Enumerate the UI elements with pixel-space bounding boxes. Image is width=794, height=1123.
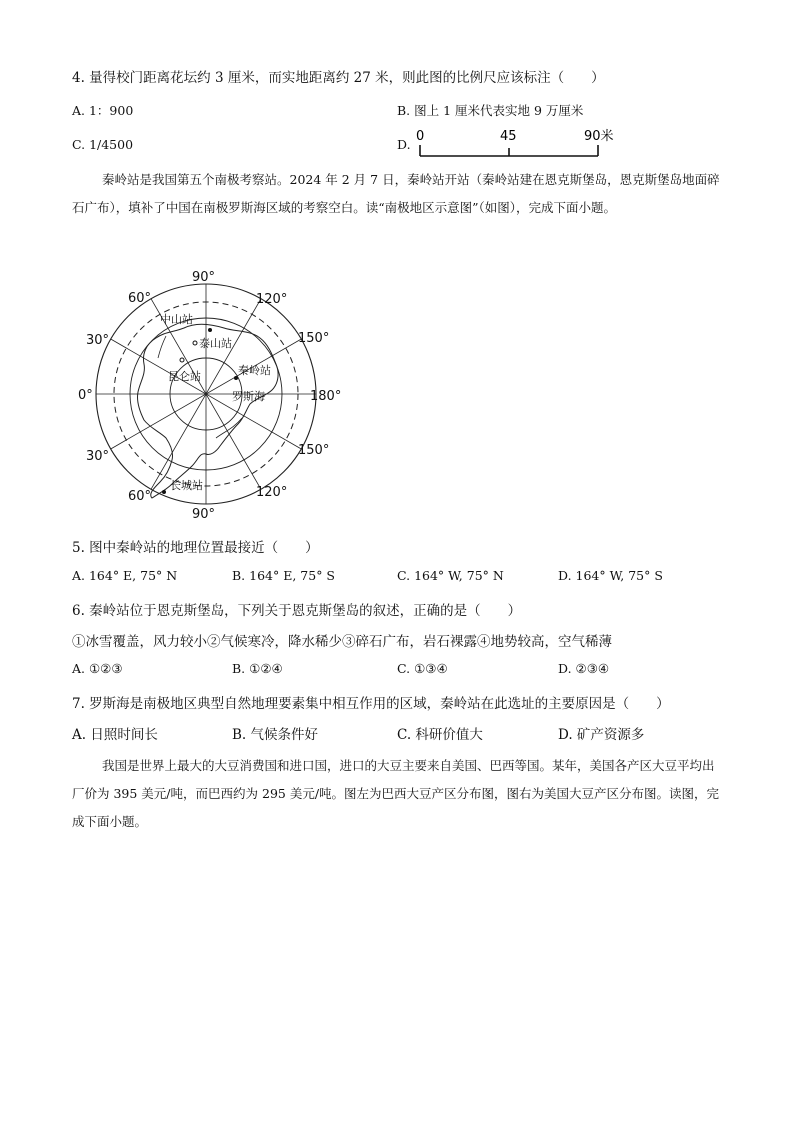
q4-scale-bar (412, 124, 622, 158)
q4-option-d[interactable]: D. (397, 137, 411, 152)
passage-qinling: 秦岭站是我国第五个南极考察站。2024 年 2 月 7 日，秦岭站开站（秦岭站建在恩克斯堡岛，恩克斯堡岛地面碎石广布），填补了中国在南极罗斯海区域的考察空白。读“南极地区示意图”（如图），完成下面小题。 (72, 172, 720, 215)
q6-statements: ①冰雪覆盖，风力较小②气候寒冷，降水稀少③碎石广布，岩石裸露④地势较高，空气稀薄 (72, 634, 612, 650)
label-changcheng: 长城站 (170, 479, 203, 492)
q6-option-d[interactable]: D. ②③④ (558, 661, 610, 676)
deg-90-top: 90° (192, 270, 216, 285)
scale-tick-90: 90米 (584, 129, 614, 144)
deg-60-top: 60° (128, 291, 152, 306)
deg-150-bottom: 150° (298, 443, 330, 458)
label-ross-sea: 罗斯海 (232, 390, 265, 403)
antarctic-map (72, 268, 372, 524)
taishan-station-marker (193, 341, 197, 345)
q4-option-a[interactable]: A. 1：900 (72, 103, 134, 118)
deg-90-bottom: 90° (192, 507, 216, 522)
kunlun-station-marker (180, 358, 184, 362)
deg-0: 0° (78, 388, 93, 403)
scale-tick-45: 45 (500, 129, 517, 144)
q6-option-a[interactable]: A. ①②③ (72, 661, 123, 676)
q5-option-a[interactable]: A. 164° E, 75° N (72, 568, 178, 583)
q6-option-c[interactable]: C. ①③④ (397, 661, 448, 676)
q5-option-c[interactable]: C. 164° W, 75° N (397, 568, 504, 583)
changcheng-station-marker (162, 490, 166, 494)
deg-180: 180° (310, 389, 342, 404)
passage-soybean: 我国是世界上最大的大豆消费国和进口国，进口的大豆主要来自美国、巴西等国。某年，美国各产区大豆平均出厂价为 395 美元/吨，而巴西约为 295 美元/吨。图左为巴西大豆产区分布图，图右为美国大豆产区分布图。读图，完成下面小题。 (72, 758, 720, 829)
q7-option-d[interactable]: D. 矿产资源多 (558, 727, 645, 743)
antarctica-coastline (137, 324, 278, 498)
q5-stem: 5. 图中秦岭站的地理位置最接近（ ） (72, 540, 319, 556)
zhongshan-station-marker (208, 328, 212, 332)
deg-120-top: 120° (256, 292, 288, 307)
q7-option-b[interactable]: B. 气候条件好 (232, 727, 319, 743)
q6-option-b[interactable]: B. ①②④ (232, 661, 283, 676)
label-kunlun: 昆仑站 (168, 370, 201, 383)
q5-option-b[interactable]: B. 164° E, 75° S (232, 568, 335, 583)
q4-option-c[interactable]: C. 1/4500 (72, 137, 134, 152)
q4-stem: 4. 量得校门距离花坛约 3 厘米，而实地距离约 27 米，则此图的比例尺应该标注（ ） (72, 70, 605, 86)
q7-option-a[interactable]: A. 日照时间长 (72, 727, 158, 743)
q4-option-b[interactable]: B. 图上 1 厘米代表实地 9 万厘米 (397, 103, 584, 118)
deg-30-bottom: 30° (86, 449, 110, 464)
deg-60-bottom: 60° (128, 489, 152, 504)
deg-120-bottom: 120° (256, 485, 288, 500)
label-taishan: 泰山站 (199, 337, 232, 350)
scale-tick-0: 0 (416, 129, 425, 144)
deg-30-top: 30° (86, 333, 110, 348)
q5-option-d[interactable]: D. 164° W, 75° S (558, 568, 663, 583)
q7-stem: 7. 罗斯海是南极地区典型自然地理要素集中相互作用的区域，秦岭站在此选址的主要原因是（ ） (72, 696, 670, 712)
deg-150-top: 150° (298, 331, 330, 346)
q6-stem: 6. 秦岭站位于恩克斯堡岛，下列关于恩克斯堡岛的叙述，正确的是（ ） (72, 603, 522, 619)
label-zhongshan: 中山站 (160, 313, 193, 326)
label-qinling: 秦岭站 (238, 364, 271, 377)
q7-option-c[interactable]: C. 科研价值大 (397, 727, 483, 743)
